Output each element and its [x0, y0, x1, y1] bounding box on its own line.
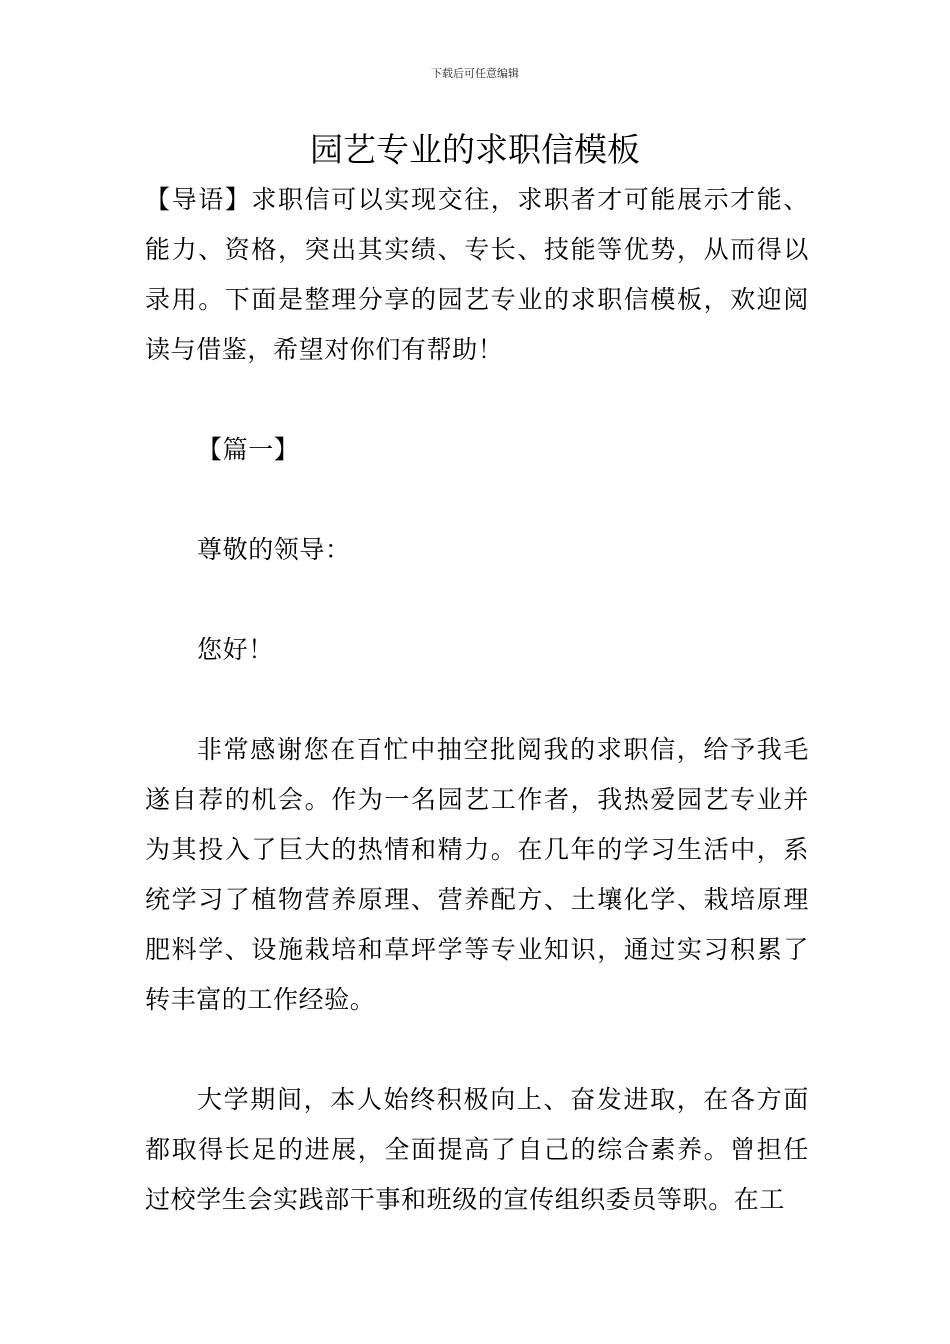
document-title: 园艺专业的求职信模板	[310, 130, 640, 169]
section-label: 【篇一】	[197, 435, 300, 464]
body-paragraph: 非常感谢您在百忙中抽空批阅我的求职信，给予我毛遂自荐的机会。作为一名园艺工作者，我热爱园艺专业并为其投入了巨大的热情和精力。在几年的学习生活中，系统学习了植物营养原理、营养配方、土壤化学、栽培原理肥料学、设施栽培和草坪学等专业知识，通过实习积累了转丰富的工作经验。	[145, 735, 809, 1014]
salutation: 尊敬的领导：	[197, 535, 351, 564]
intro-paragraph: 【导语】求职信可以实现交往，求职者才可能展示才能、能力、资格，突出其实绩、专长、技能等优势，从而得以录用。下面是整理分享的园艺专业的求职信模板，欢迎阅读与借鉴，希望对你们有帮助！	[145, 185, 809, 364]
page-header-note: 下载后可任意编辑	[431, 67, 519, 80]
body-paragraph: 大学期间，本人始终积极向上、奋发进取，在各方面都取得长足的进展，全面提高了自己的综合素养。曾担任过校学生会实践部干事和班级的宣传组织委员等职。在工	[145, 1085, 809, 1214]
document-body	[145, 175, 809, 1225]
greeting: 您好！	[197, 635, 274, 664]
